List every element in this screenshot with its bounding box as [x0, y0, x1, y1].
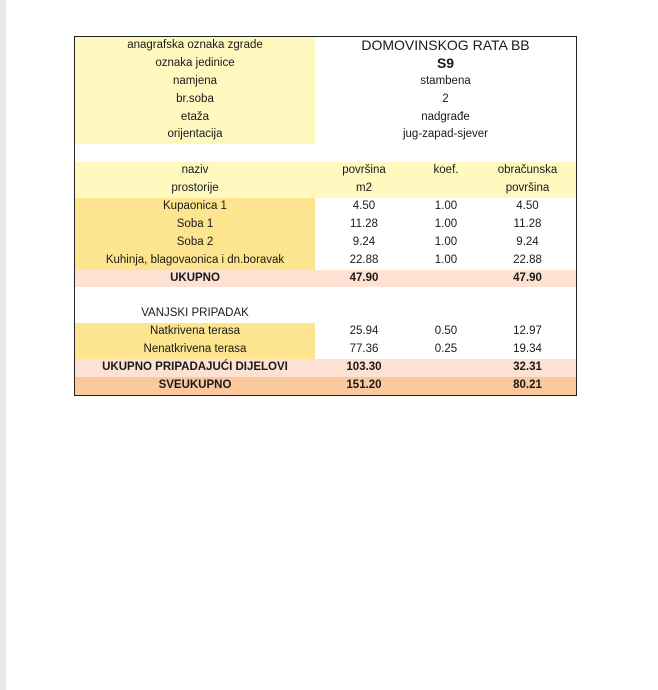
- grand-total-calc: 80.21: [513, 378, 542, 391]
- table-row: [75, 234, 576, 252]
- col-head-name: prostorije: [171, 182, 219, 195]
- spacer: [75, 144, 576, 162]
- total-coef: [413, 270, 479, 288]
- room-name: Soba 1: [75, 216, 315, 234]
- outdoor-name: Natkrivena terasa: [75, 323, 315, 341]
- header-value: nadgrađe: [421, 110, 470, 123]
- room-area: 11.28: [350, 217, 378, 230]
- header-label: oznaka jedinice: [75, 55, 315, 73]
- header-row-purpose: [75, 73, 576, 91]
- header-label: orijentacija: [75, 126, 315, 144]
- outdoor-total-calc: 32.31: [513, 361, 542, 374]
- grand-total-area: 151.20: [346, 378, 382, 391]
- outdoor-coef: 0.25: [434, 343, 458, 356]
- col-head-name: naziv: [181, 164, 209, 177]
- header-row-building: [75, 37, 576, 55]
- table-row: [75, 341, 576, 359]
- header-label: namjena: [75, 73, 315, 91]
- room-area: 22.88: [349, 253, 379, 266]
- room-name: Kupaonica 1: [75, 198, 315, 216]
- room-calc: 11.28: [513, 217, 542, 230]
- room-coef: 1.00: [434, 253, 458, 266]
- total-row: [75, 270, 576, 288]
- col-head-area: m2: [356, 182, 372, 195]
- header-value: stambena: [420, 74, 471, 87]
- header-label: anagrafska oznaka zgrade: [75, 37, 315, 55]
- spacer: [75, 287, 576, 305]
- header-label: etaža: [75, 109, 315, 127]
- header-value: jug-zapad-sjever: [402, 128, 488, 141]
- outdoor-heading: VANJSKI PRIPADAK: [141, 307, 249, 320]
- grand-total-row: [75, 377, 576, 395]
- col-head-area: površina: [342, 164, 386, 177]
- table-row: [75, 216, 576, 234]
- outdoor-calc: 12.97: [513, 325, 542, 338]
- header-value: S9: [436, 54, 455, 71]
- header-row-rooms: [75, 91, 576, 109]
- grand-total-label: SVEUKUPNO: [158, 378, 232, 391]
- room-coef: 1.00: [434, 235, 458, 248]
- section-heading-row: [75, 305, 576, 323]
- room-calc: 4.50: [516, 200, 539, 213]
- outdoor-total-coef: [413, 359, 479, 377]
- outdoor-coef: 0.50: [434, 325, 458, 338]
- total-label: UKUPNO: [170, 271, 220, 284]
- outdoor-area: 25.94: [349, 325, 379, 338]
- col-head-coef: koef.: [433, 164, 459, 177]
- header-label: br.soba: [75, 91, 315, 109]
- document-page: [6, 0, 658, 690]
- room-coef: 1.00: [434, 217, 458, 230]
- table-row: [75, 198, 576, 216]
- outdoor-total-row: [75, 359, 576, 377]
- outdoor-total-area: 103.30: [346, 361, 382, 374]
- total-area: 47.90: [349, 271, 379, 284]
- header-value: 2: [442, 92, 449, 105]
- room-area: 9.24: [352, 235, 376, 248]
- spreadsheet: [74, 36, 577, 396]
- column-header-row: [75, 162, 576, 180]
- room-name: Kuhinja, blagovaonica i dn.boravak: [75, 252, 315, 270]
- outdoor-name: Nenatkrivena terasa: [75, 341, 315, 359]
- room-calc: 9.24: [516, 235, 539, 248]
- grand-total-coef: [413, 377, 479, 395]
- column-header-row: [75, 180, 576, 198]
- header-row-orientation: [75, 126, 576, 144]
- outdoor-calc: 19.34: [513, 343, 542, 356]
- col-head-calc: površina: [505, 182, 550, 195]
- col-head-coef: [413, 180, 479, 198]
- header-row-unit: [75, 55, 576, 73]
- room-calc: 22.88: [513, 253, 542, 266]
- outdoor-area: 77.36: [349, 343, 379, 356]
- table-row: [75, 323, 576, 341]
- col-head-calc: obračunska: [497, 164, 558, 177]
- room-area: 4.50: [352, 200, 376, 213]
- header-value: DOMOVINSKOG RATA BB: [361, 37, 530, 53]
- outdoor-total-label: UKUPNO PRIPADAJUĆI DIJELOVI: [102, 361, 288, 374]
- total-calc: 47.90: [513, 271, 542, 284]
- room-name: Soba 2: [75, 234, 315, 252]
- room-coef: 1.00: [434, 200, 458, 213]
- table-row: [75, 252, 576, 270]
- header-row-floor: [75, 109, 576, 127]
